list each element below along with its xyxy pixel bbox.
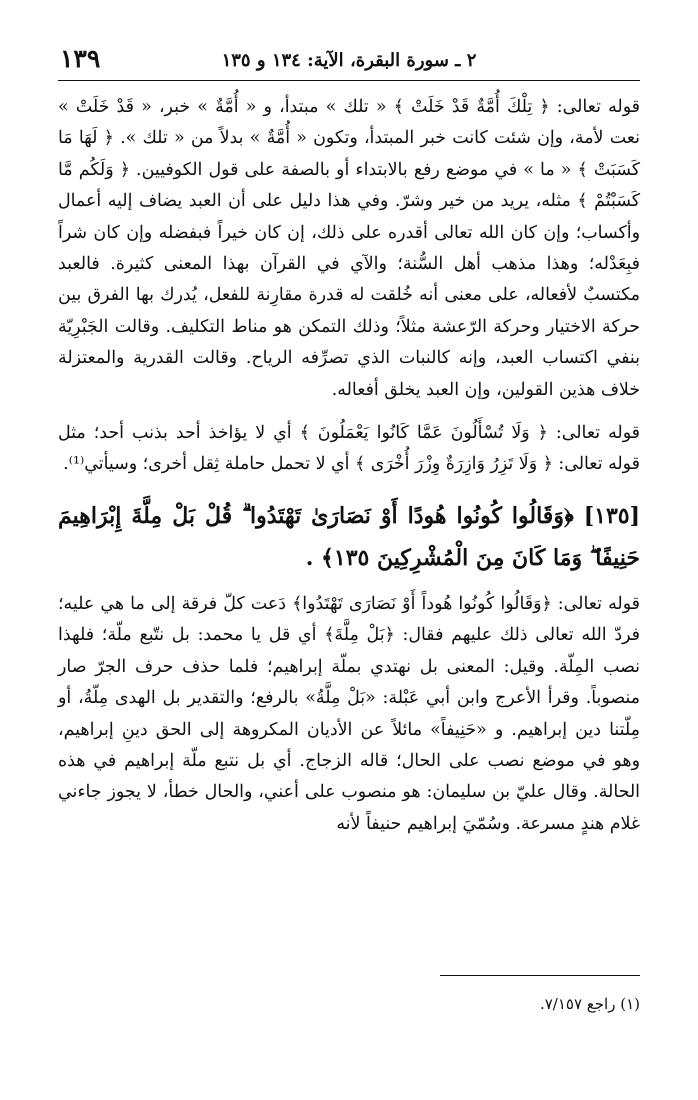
ayah-heading [58,495,640,579]
footnote-divider [440,975,640,976]
paragraph-commentary-135: قوله تعالى: ﴿وَقَالُوا كُونُوا هُوداً أَوْ نَصَارَى تَهْتَدُوا﴾ دَعت كلّ فرقة إلى ما هي عليه؛ فردّ الله تعالى ذلك عليهم فقال: ﴿بَلْ مِلَّةَ﴾ أي قل يا محمد: بل نتّبع ملّة؛ فلهذا نصب المِلّة. وقيل: المعنى بل نهتدي بملّة إبراهيم؛ فلما حذف حرف الجرّ صار منصوباً. وقرأ الأعرج وابن أبي عَبْلة: «بَلْ مِلَّةُ» بالرفع؛ والتقدير بل الهدى مِلّةُ، أو مِلّتنا دين إبراهيم. و «حَنِيفاً» مائلاً عن الأديان المكروهة إلى الحق دينِ إبراهيم، وهو في موضع نصب على الحال؛ قاله الزجاج. أي بل نتبع ملّة إبراهيم في هذه الحالة. وقال عليّ بن سليمان: هو منصوب على أعني، والحال خطأ، لا يجوز جاءني غلام هندٍ مسرعة. وسُمّيَ إبراهيم حنيفاً لأنه [58,593,640,834]
verse-number: [١٣٥] [583,502,640,529]
paragraph-commentary-134-b: قوله تعالى: ﴿ وَلَا تُسْأَلُونَ عَمَّا كَانُوا يَعْمَلُونَ ﴾ أي لا يؤاخذ أحد بذنب أحد؛ مثل قوله تعالى: ﴿ وَلَا تَزِرُ وَازِرَةٌ وِزْرَ أُخْرَى ﴾ أي لا تحمل حاملة ثِقل أخرى؛ وسيأتي⁽¹⁾. [58,423,640,475]
running-title: ٢ ـ سورة البقرة، الآية: ١٣٤ و ١٣٥ [221,50,477,71]
page-number: ١٣٩ [60,44,101,73]
footnote: (١) راجع ٧/١٥٧. [539,995,640,1013]
paragraph-commentary-134: قوله تعالى: ﴿ تِلْكَ أُمَّةٌ قَدْ خَلَتْ ﴾ « تلك » مبتدأ، و « أُمَّةٌ » خبر، « قَدْ خَلَتْ » نعت لأمة، وإن شئت كانت خبر المبتدأ، وتكون « أُمَّةٌ » بدلاً من « تلك ». ﴿ لَهَا مَا كَسَبَتْ ﴾ « ما » في موضع رفع بالابتداء أو بالصفة على قول الكوفيين. ﴿ وَلَكُم مَّا كَسَبْتُمْ ﴾ مثله، يريد من خير وشرّ. وفي هذا دليل على أن العبد يضاف إليه أعمال وأكساب؛ وإن كان الله تعالى أقدره على ذلك، إن كان خيراً فبفضله وإن كان شراً فبِعَدْله؛ وهذا مذهب أهل السُّنة؛ والآي في القرآن بهذا المعنى كثيرة. فالعبد مكتسبٌ لأفعاله، على معنى أنه خُلقت له قدرة مقارِنة للفعل، يُدرك بها الفرق بين حركة الاختيار وحركة الرّعشة مثلاً؛ وذلك التمكن هو مناط التكليف. وقالت الجَبْرِيّة بنفي اكتساب العبد، وإنه كالنبات الذي تصرِّفه الرياح. وقالت القدرية والمعتزلة خلاف هذين القولين، وإن العبد يخلق أفعاله. [58,97,640,400]
ayah-text: ﴿وَقَالُوا كُونُوا هُودًا أَوْ نَصَارَىٰ تَهْتَدُوا ۗ قُلْ بَلْ مِلَّةَ إِبْرَاهِيمَ حَنِيفًا ۖ وَمَا كَانَ مِنَ الْمُشْرِكِينَ ١٣٥﴾ . [58,502,640,571]
page-body [58,92,640,840]
page-header [58,40,640,81]
